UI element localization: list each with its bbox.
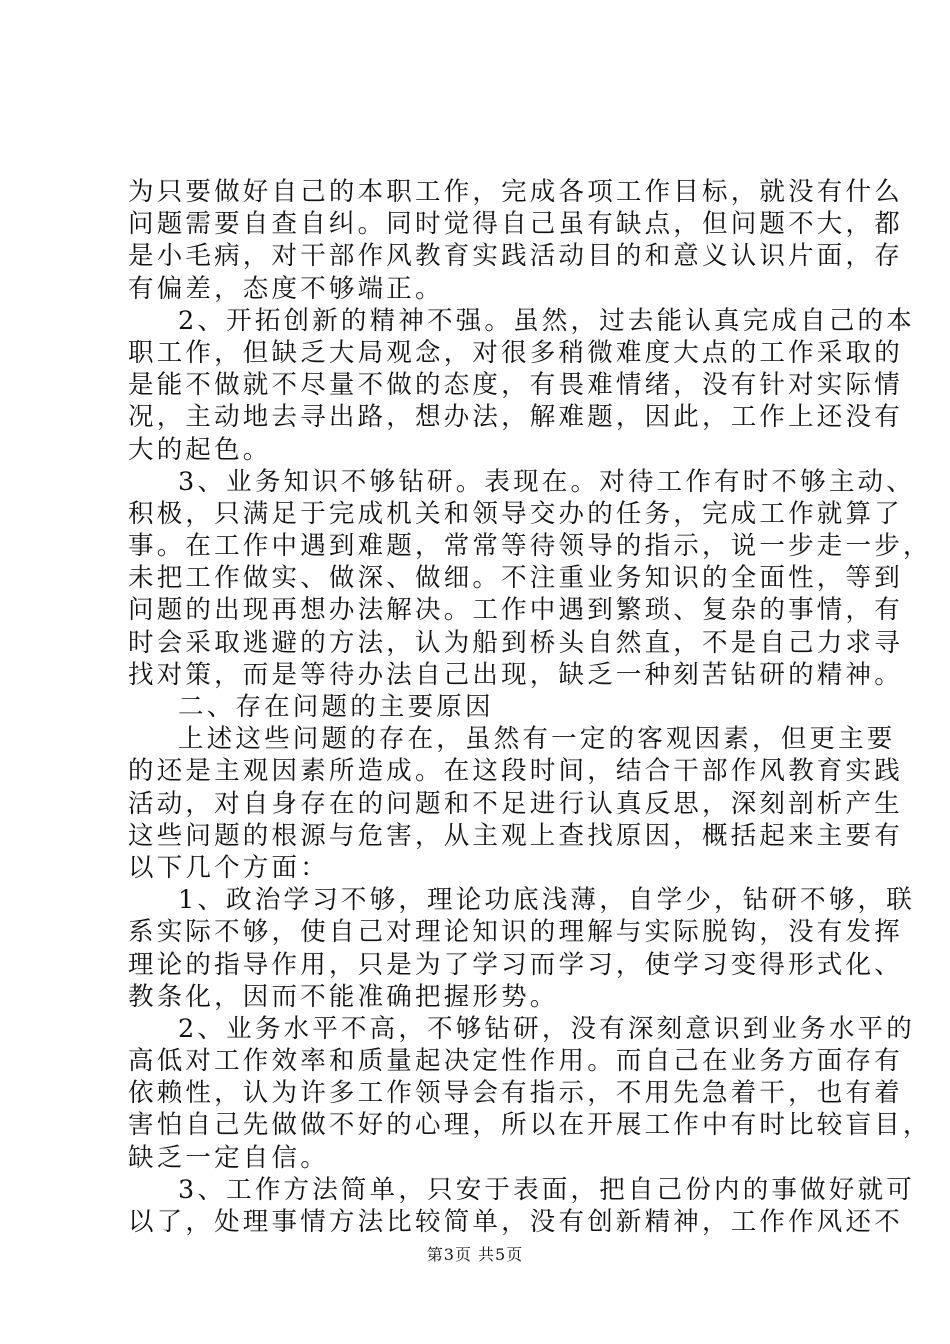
text-line: 找对策，而是等待办法自己出现，缺乏一种刻苦钻研的精神。 [128, 659, 903, 690]
text-line: 理论的指导作用，只是为了学习而学习，使学习变得形式化、 [128, 949, 903, 980]
text-line: 的还是主观因素所造成。在这段时间，结合干部作风教育实践 [128, 756, 903, 787]
text-line: 2、开拓创新的精神不强。虽然，过去能认真完成自己的本 [178, 305, 915, 336]
text-line: 积极，只满足于完成机关和领导交办的任务，完成工作就算了 [128, 498, 903, 529]
text-line: 时会采取逃避的方法，认为船到桥头自然直，不是自己力求寻 [128, 627, 903, 658]
text-line: 大的起色。 [128, 434, 272, 465]
text-line: 事。在工作中遇到难题，常常等待领导的指示，说一步走一步， [128, 531, 932, 562]
text-line: 有偏差，态度不够端正。 [128, 273, 444, 304]
text-line: 教条化，因而不能准确把握形势。 [128, 981, 559, 1012]
text-line: 害怕自己先做做不好的心理，所以在开展工作中有时比较盲目， [128, 1110, 932, 1141]
text-line: 高低对工作效率和质量起决定性作用。而自己在业务方面存有 [128, 1046, 903, 1077]
text-line: 系实际不够，使自己对理论知识的理解与实际脱钩，没有发挥 [128, 917, 903, 948]
text-line: 以了，处理事情方法比较简单，没有创新精神，工作作风还不 [128, 1207, 903, 1237]
document-body [128, 176, 932, 1238]
text-line: 2、业务水平不高，不够钻研，没有深刻意识到业务水平的 [178, 1013, 915, 1044]
text-line: 这些问题的根源与危害，从主观上查找原因，概括起来主要有 [128, 820, 903, 851]
page-number-footer: 第3页 共5页 [426, 1245, 524, 1264]
text-line: 二、存在问题的主要原因 [178, 692, 494, 722]
text-line: 为只要做好自己的本职工作，完成各项工作目标，就没有什么 [128, 177, 903, 207]
text-line: 问题的出现再想办法解决。工作中遇到繁琐、复杂的事情，有 [128, 595, 903, 626]
text-line: 职工作，但缺乏大局观念，对很多稍微难度大点的工作采取的 [128, 337, 903, 368]
text-line: 上述这些问题的存在，虽然有一定的客观因素，但更主要 [178, 724, 896, 755]
text-line: 是小毛病，对干部作风教育实践活动目的和意义认识片面，存 [128, 241, 903, 272]
text-line: 3、业务知识不够钻研。表现在。对待工作有时不够主动、 [178, 466, 915, 497]
text-line: 况，主动地去寻出路，想办法，解难题，因此，工作上还没有 [128, 402, 903, 433]
text-line: 问题需要自查自纠。同时觉得自己虽有缺点，但问题不大，都 [128, 209, 903, 240]
text-line: 缺乏一定自信。 [128, 1142, 329, 1173]
text-line: 1、政治学习不够，理论功底浅薄，自学少，钻研不够，联 [178, 885, 915, 916]
text-line: 活动，对自身存在的问题和不足进行认真反思，深刻剖析产生 [128, 788, 903, 819]
text-line: 未把工作做实、做深、做细。不注重业务知识的全面性，等到 [128, 563, 903, 594]
text-line: 以下几个方面： [128, 852, 329, 883]
text-line: 是能不做就不尽量不做的态度，有畏难情绪，没有针对实际情 [128, 370, 903, 401]
text-line: 依赖性，认为许多工作领导会有指示，不用先急着干，也有着 [128, 1078, 903, 1109]
text-line: 3、工作方法简单，只安于表面，把自己份内的事做好就可 [178, 1174, 915, 1205]
